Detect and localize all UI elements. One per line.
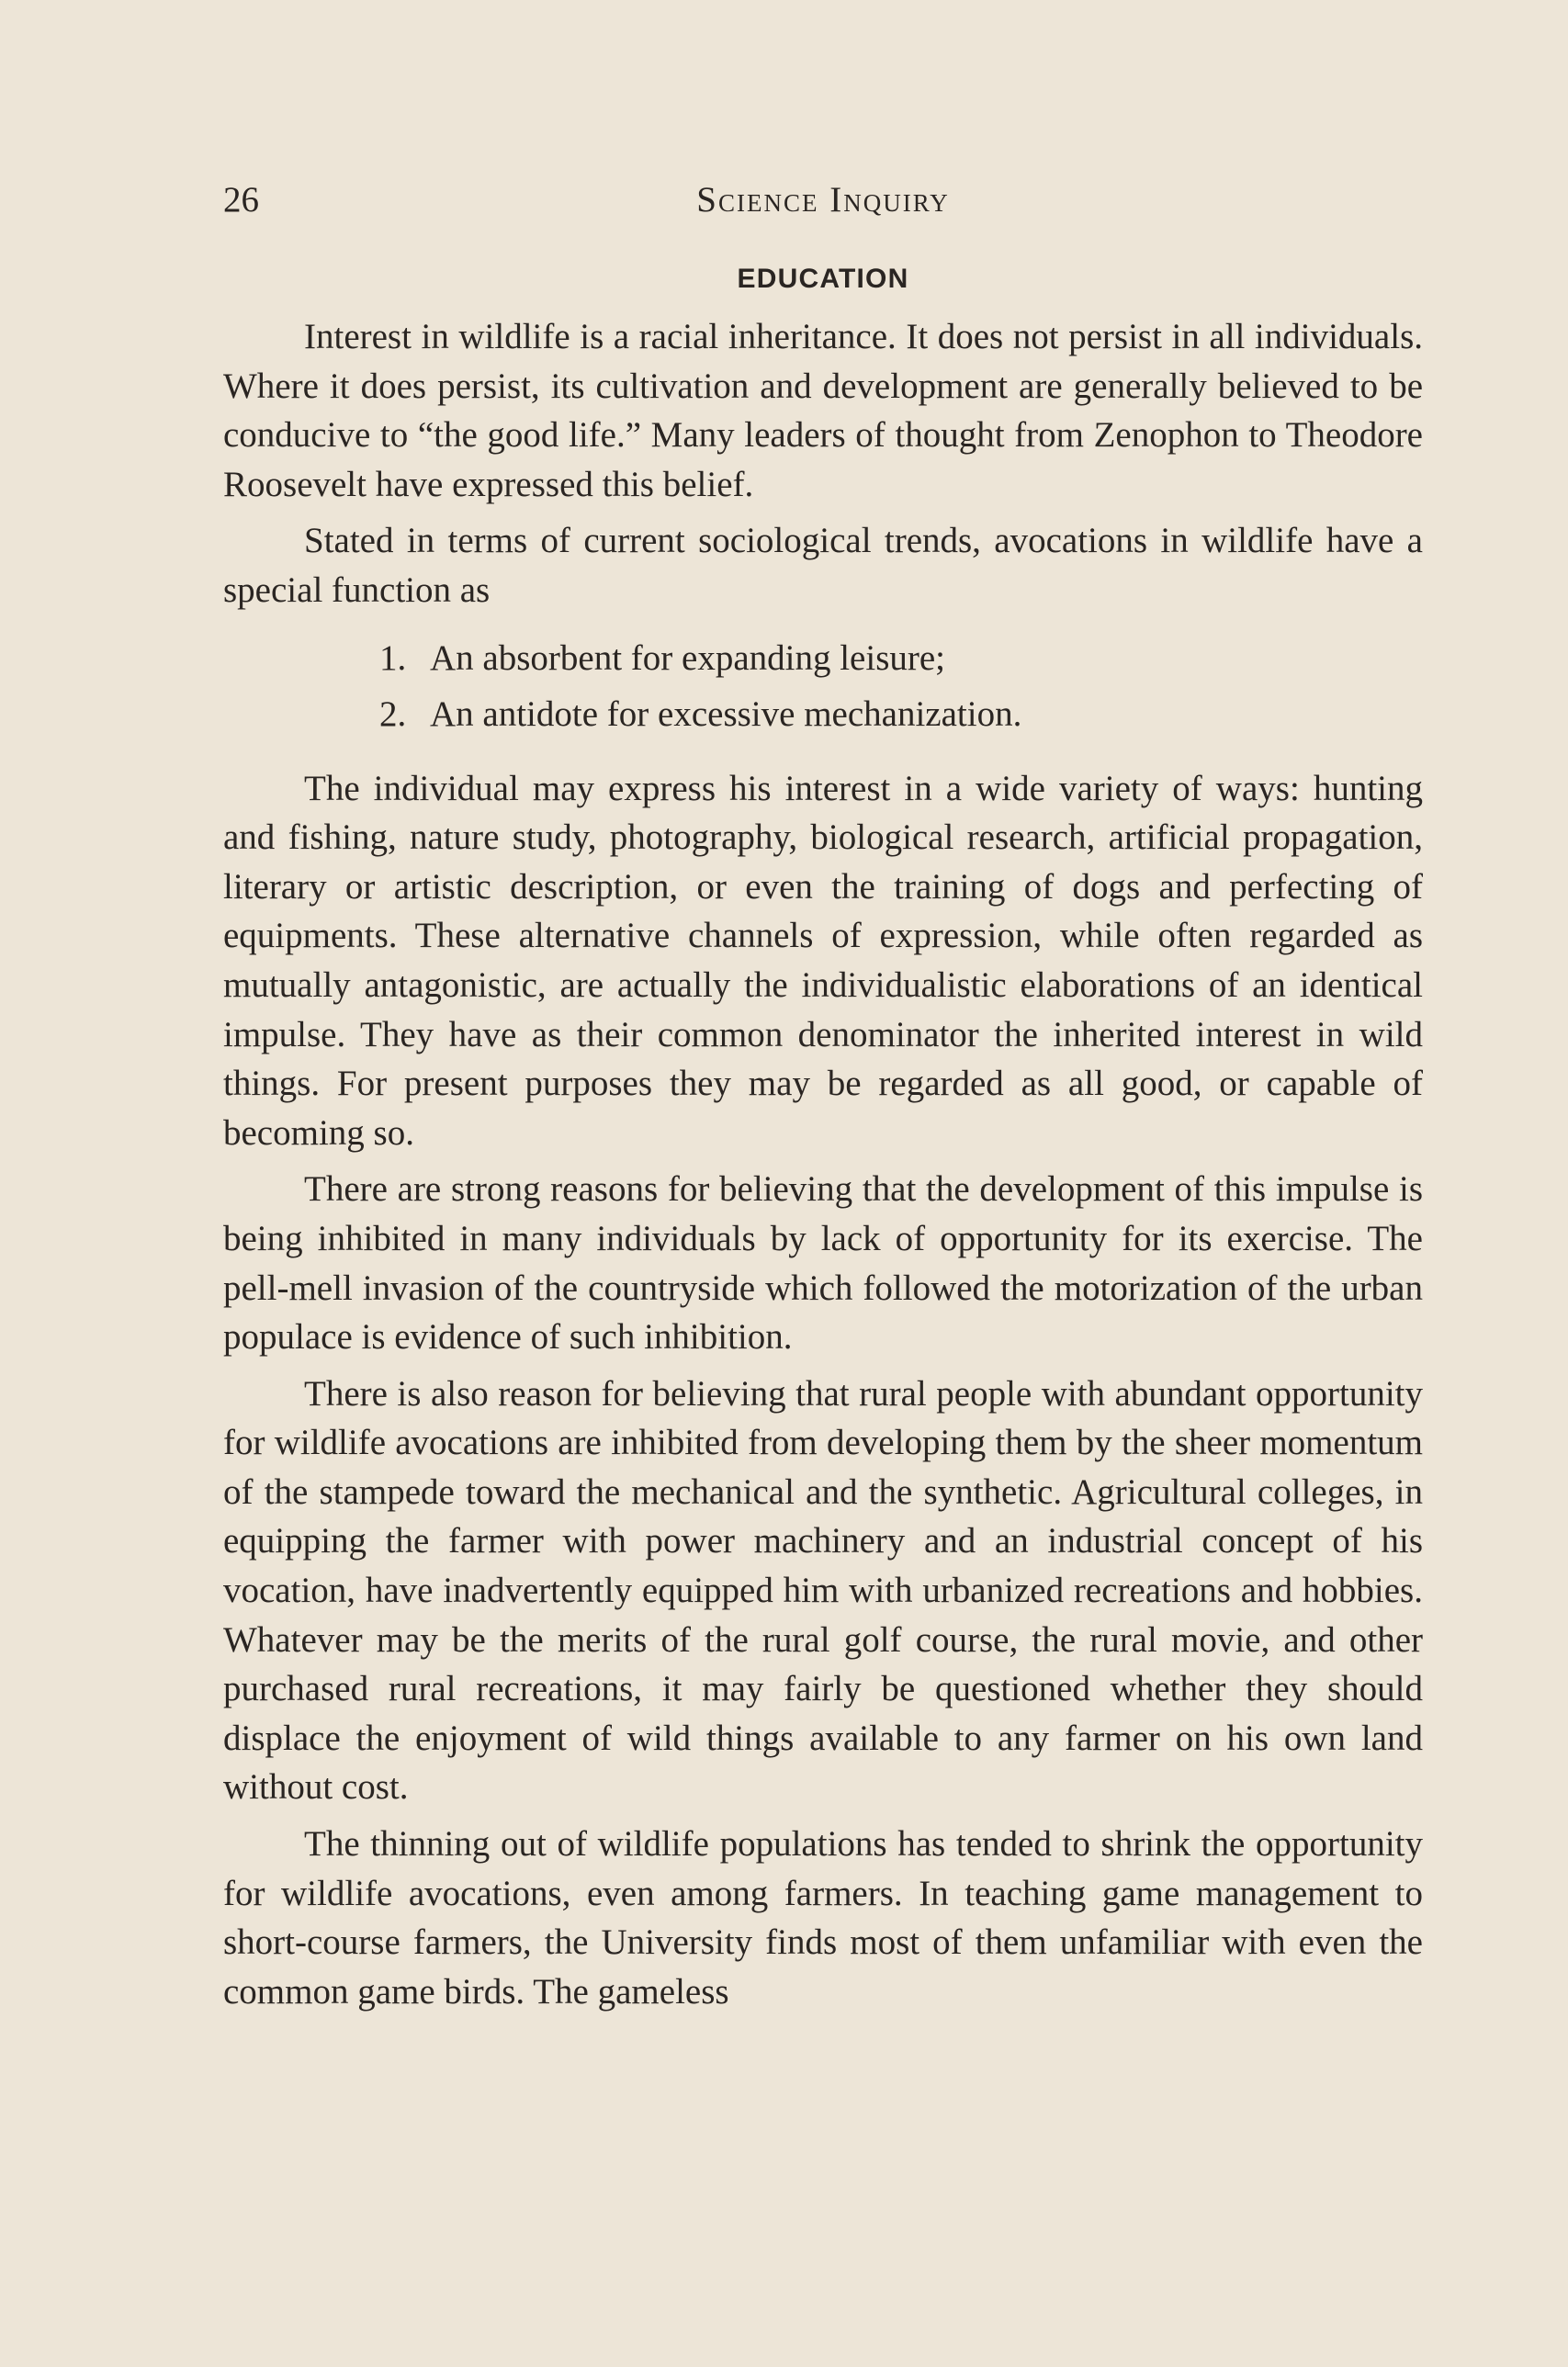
paragraph-inhibited-opportunity: There are strong reasons for believing that the development of this impulse is being inhibited in many individuals by lack of opportunity for its exercise. The pell-mell invasion of the countryside which followed the motorization of the urban populace is evidence of such inhibition. xyxy=(223,1169,1423,1358)
paragraph-sociological-trends: Stated in terms of current sociological trends, avocations in wildlife have a special function as xyxy=(223,521,1423,610)
function-list-item xyxy=(379,686,1423,742)
paragraph-individual-expression: The individual may express his interest in a wide variety of ways: hunting and fishing, nature study, photography, biological research, artificial propagation, literary or artistic description, or even the training of dogs and perfecting of equipments. These alternative channels of expression, while often regarded as mutually antagonistic, are actually the individualistic elaborations of an identical impulse. They have as their common denominator the inherited interest in wild things. For present purposes they may be regarded as all good, or capable of becoming so. xyxy=(223,768,1423,1153)
running-title: Science Inquiry xyxy=(696,180,950,220)
list-item-text: An absorbent for expanding leisure; xyxy=(430,637,946,678)
page-number: 26 xyxy=(223,180,259,220)
paragraph-thinning-populations: The thinning out of wildlife populations has tended to shrink the opportunity for wildlife avocations, even among farmers. In teaching game management to short-course farmers, the University finds most of them unfamiliar with even the common game birds. The gameless xyxy=(223,1824,1423,2012)
function-list-item xyxy=(379,630,1423,686)
paragraph-wildlife-interest: Interest in wildlife is a racial inheritance. It does not persist in all individuals. Where it does persist, its cultivation and development are generally believed to be conducive to “the good life.” Many leaders of thought from Zenophon to Theodore Roosevelt have expressed this belief. xyxy=(223,317,1423,504)
function-list xyxy=(223,630,1423,742)
list-item-text: An antidote for excessive mechanization. xyxy=(430,693,1022,734)
section-heading: EDUCATION xyxy=(737,264,909,294)
paragraph-rural-avocations: There is also reason for believing that rural people with abundant opportunity for wildlife avocations are inhibited from developing them by the sheer momentum of the stampede toward the mechanical and the synthetic. Agricultural colleges, in equipping the farmer with power machinery and an industrial concept of his vocation, have inadvertently equipped him with urbanized recreations and hobbies. Whatever may be the merits of the rural golf course, the rural movie, and other purchased rural recreations, it may fairly be questioned whether they should displace the enjoyment of wild things available to any farmer on his own land without cost. xyxy=(223,1373,1423,1808)
list-number: 1. xyxy=(379,637,407,678)
running-head xyxy=(223,173,1423,228)
page-text-block xyxy=(223,173,1423,2016)
list-number: 2. xyxy=(379,693,407,734)
